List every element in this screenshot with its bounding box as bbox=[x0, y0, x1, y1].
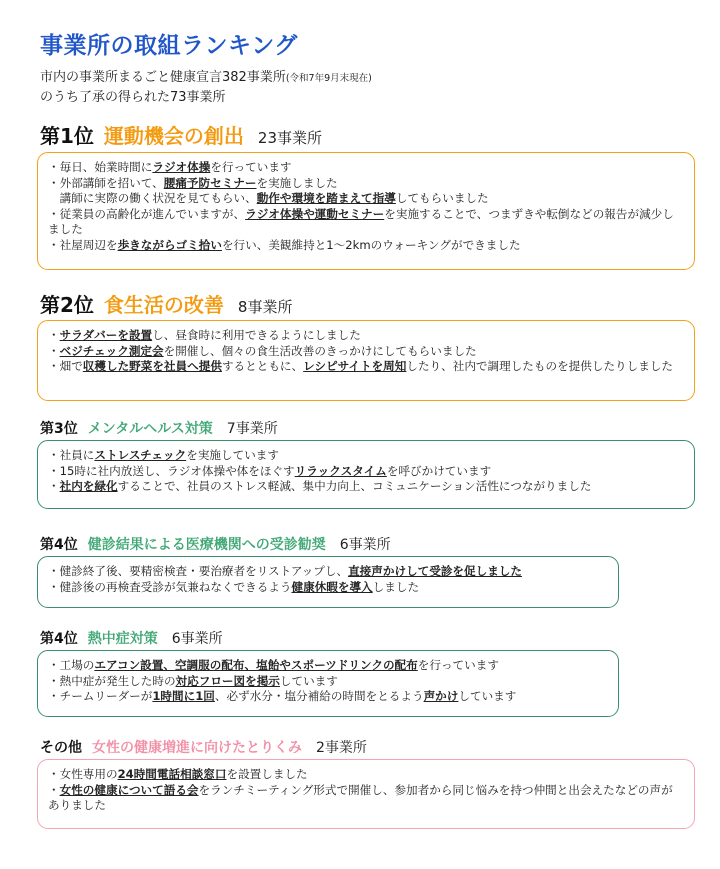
body-text: 、必ず水分・塩分補給の時間をとるよう bbox=[214, 689, 424, 703]
theme-label: 女性の健康増進に向けたとりくみ bbox=[92, 740, 302, 756]
highlight-text: 歩きながらゴミ拾い bbox=[117, 237, 222, 252]
bullet-item bbox=[48, 238, 684, 254]
intro-line-1 bbox=[40, 68, 372, 88]
bullet-item bbox=[48, 359, 684, 375]
highlight-text: 収穫した野菜を社員へ提供 bbox=[82, 359, 222, 373]
body-text: を呼びかけています bbox=[386, 463, 492, 478]
bullet-item bbox=[48, 767, 684, 783]
bullet-item bbox=[48, 674, 608, 690]
intro-line-2: のうち了承の得られた73事業所 bbox=[40, 90, 226, 105]
rank-label: 第2位 bbox=[40, 293, 94, 317]
bullet-item bbox=[48, 176, 684, 192]
bullet-item bbox=[48, 689, 608, 705]
body-text: しました bbox=[372, 579, 420, 594]
body-text: を設置しました bbox=[226, 767, 308, 781]
theme-label: 熱中症対策 bbox=[87, 631, 158, 647]
body-text: を開催し、個々の食生活改善のきっかけにしてもらいました bbox=[163, 343, 477, 358]
bullet-item bbox=[48, 479, 684, 495]
section-heading-1 bbox=[40, 120, 322, 149]
count-label: 7事業所 bbox=[226, 421, 278, 437]
highlight-text: 動作や環境を踏まえて指導 bbox=[256, 191, 396, 205]
count-label: 6事業所 bbox=[171, 631, 223, 647]
body-text: したり、社内で調理したものを提供したりしました bbox=[406, 359, 674, 373]
theme-label: メンタルヘルス対策 bbox=[87, 421, 213, 437]
highlight-text: 対応フロー図を掲示 bbox=[175, 673, 280, 688]
section-heading-5 bbox=[40, 628, 223, 648]
body-text: ・女性専用の bbox=[48, 767, 118, 781]
bullet-item bbox=[48, 580, 608, 596]
highlight-text: レシピサイトを周知 bbox=[303, 359, 407, 373]
body-text: を行っています bbox=[210, 160, 292, 174]
highlight-text: ベジチェック測定会 bbox=[59, 343, 164, 358]
highlight-text: ストレスチェック bbox=[94, 448, 187, 462]
rank-label: 第4位 bbox=[40, 631, 78, 647]
theme-label: 運動機会の創出 bbox=[103, 124, 244, 148]
body-text: ・ bbox=[48, 343, 60, 358]
highlight-text: リラックスタイム bbox=[294, 463, 387, 478]
body-text: を実施しています bbox=[186, 448, 279, 462]
bullet-item bbox=[48, 783, 684, 814]
bullet-item bbox=[48, 564, 608, 580]
intro-main: 市内の事業所まるごと健康宣言382事業所 bbox=[40, 70, 286, 85]
intro-text bbox=[40, 68, 372, 107]
theme-label: 食生活の改善 bbox=[103, 293, 224, 317]
bullet-item bbox=[48, 207, 684, 238]
count-label: 2事業所 bbox=[316, 740, 367, 756]
section-box-5 bbox=[37, 650, 619, 717]
bullet-item bbox=[48, 328, 684, 344]
body-text: ・15時に社内放送し、ラジオ体操や体をほぐす bbox=[48, 463, 295, 478]
bullet-item bbox=[48, 464, 684, 480]
highlight-text: サラダバーを設置 bbox=[59, 328, 153, 342]
highlight-text: 1時間に1回 bbox=[152, 689, 215, 703]
theme-label: 健診結果による医療機関への受診勧奨 bbox=[87, 537, 326, 553]
body-text: を実施しました bbox=[256, 175, 338, 190]
bullet-item bbox=[48, 658, 608, 674]
section-heading-2 bbox=[40, 289, 292, 318]
body-text: ・健診後の再検査受診が気兼ねなくできるよう bbox=[48, 579, 292, 594]
bullet-item bbox=[48, 448, 684, 464]
body-text: を行っています bbox=[417, 658, 499, 672]
body-text: ・社屋周辺を bbox=[48, 237, 118, 252]
body-text: し、昼食時に利用できるようにしました bbox=[152, 328, 361, 342]
body-text: ・畑で bbox=[48, 359, 83, 373]
body-text: ・工場の bbox=[48, 658, 95, 672]
body-text: するとともに、 bbox=[221, 359, 304, 373]
bullet-item bbox=[48, 160, 684, 176]
body-text: ・社員に bbox=[48, 448, 95, 462]
page-title: 事業所の取組ランキング bbox=[40, 33, 298, 59]
intro-date-note: (令和7年9月末現在) bbox=[285, 73, 372, 84]
highlight-text: 24時間電話相談窓口 bbox=[117, 767, 227, 781]
body-text: することで、社員のストレス軽減、集中力向上、コミュニケーション活性につながりました bbox=[117, 479, 592, 493]
body-text: しています bbox=[458, 689, 517, 703]
highlight-text: ラジオ体操 bbox=[152, 160, 211, 174]
body-text: しています bbox=[279, 673, 338, 688]
section-heading-3 bbox=[40, 418, 278, 438]
body-text: ・ bbox=[48, 479, 60, 493]
section-heading-4 bbox=[40, 534, 391, 554]
highlight-text: ラジオ体操や運動セミナー bbox=[245, 206, 385, 221]
body-text: ・外部講師を招いて、 bbox=[48, 175, 164, 190]
highlight-text: 健康休暇を導入 bbox=[291, 579, 373, 594]
rank-label: 第4位 bbox=[40, 537, 78, 553]
bullet-item bbox=[48, 344, 684, 360]
rank-label: 第3位 bbox=[40, 421, 78, 437]
body-text: を行い、美観維持と1～2kmのウォーキングができました bbox=[221, 237, 521, 252]
count-label: 6事業所 bbox=[339, 537, 391, 553]
count-label: 8事業所 bbox=[237, 298, 293, 316]
section-box-4 bbox=[37, 556, 619, 608]
highlight-text: 女性の健康について語る会 bbox=[59, 782, 199, 797]
highlight-text: 直接声かけして受診を促しました bbox=[348, 564, 522, 578]
section-box-1 bbox=[37, 152, 695, 270]
highlight-text: エアコン設置、空調服の配布、塩飴やスポーツドリンクの配布 bbox=[94, 658, 418, 672]
body-text: ・健診終了後、要精密検査・要治療者をリストアップし、 bbox=[48, 564, 349, 578]
count-label: 23事業所 bbox=[257, 129, 323, 147]
body-text: 講師に実際の働く状況を見てもらい、 bbox=[48, 191, 257, 205]
highlight-text: 声かけ bbox=[423, 689, 459, 703]
section-box-6 bbox=[37, 759, 695, 829]
body-text: ・熱中症が発生した時の bbox=[48, 673, 176, 688]
body-text: してもらいました bbox=[395, 191, 489, 205]
section-heading-6 bbox=[40, 737, 367, 757]
rank-label: その他 bbox=[40, 740, 82, 756]
highlight-text: 社内を緑化 bbox=[59, 479, 118, 493]
section-box-2 bbox=[37, 320, 695, 401]
body-text: を実施することで、つまずきや転倒などの報告が減少しました bbox=[48, 206, 674, 236]
body-text: ・ bbox=[48, 782, 60, 797]
body-text: ・ bbox=[48, 328, 60, 342]
body-text: ・毎日、始業時間に bbox=[48, 160, 153, 174]
body-text: ・チームリーダーが bbox=[48, 689, 153, 703]
highlight-text: 腰痛予防セミナー bbox=[163, 175, 257, 190]
body-text: ・従業員の高齢化が進んでいますが、 bbox=[48, 206, 246, 221]
bullet-item bbox=[48, 191, 684, 207]
section-box-3 bbox=[37, 440, 695, 509]
body-text: をランチミーティング形式で開催し、参加者から同じ悩みを持つ仲間と出会えたなどの声がありました bbox=[48, 782, 673, 812]
rank-label: 第1位 bbox=[40, 124, 94, 148]
